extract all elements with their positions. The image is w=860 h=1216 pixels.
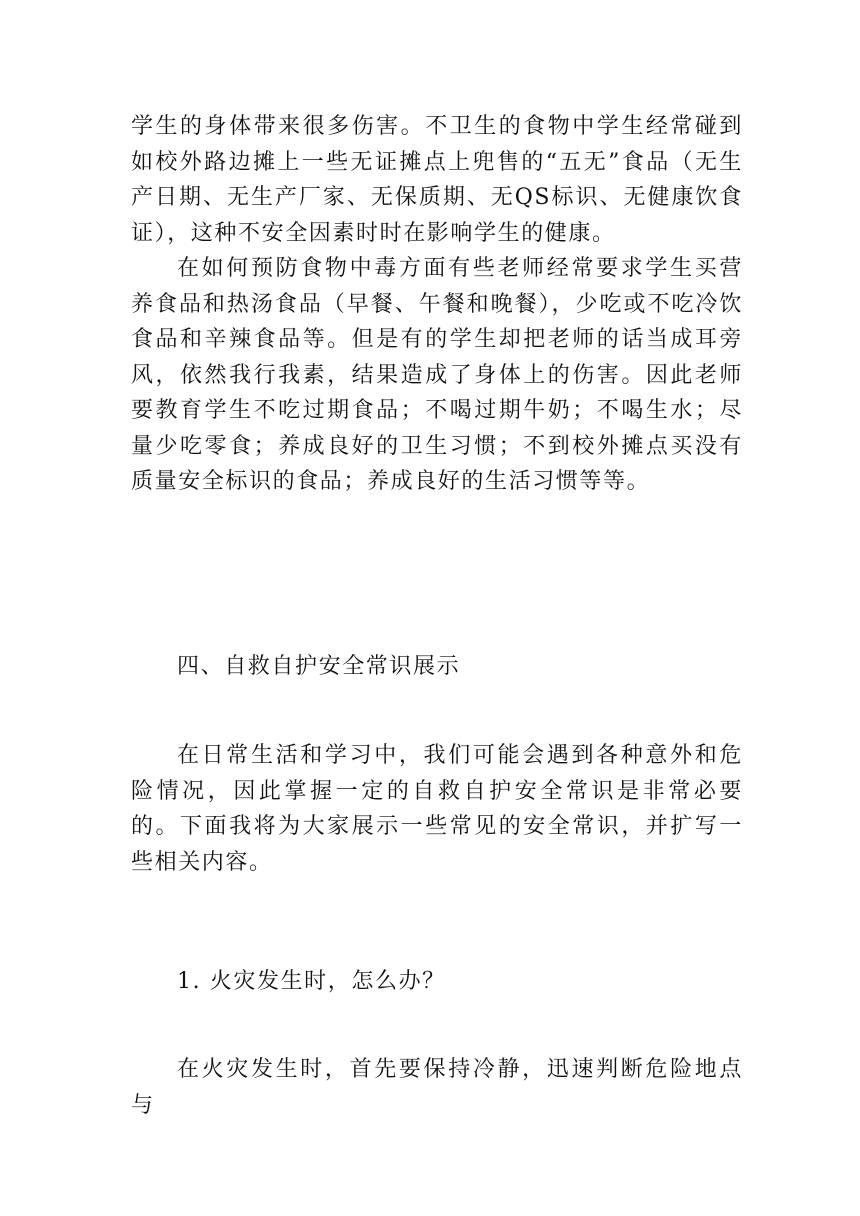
paragraph-safety-intro: 在日常生活和学习中，我们可能会遇到各种意外和危险情况，因此掌握一定的自救自护安全常识是非常必要的。下面我将为大家展示一些常见的安全常识，并扩写一些相关内容。	[131, 743, 743, 875]
paragraph-fire-response: 在火灾发生时，首先要保持冷静，迅速判断危险地点与	[131, 1057, 743, 1118]
paragraph-food-poisoning-prevention: 在如何预防食物中毒方面有些老师经常要求学生买营养食品和热汤食品（早餐、午餐和晚餐），少吃或不吃冷饮食品和辛辣食品等。但是有的学生却把老师的话当成耳旁风，依然我行我素，结果造成了身体上的伤害。因此老师要教育学生不吃过期食品；不喝过期牛奶；不喝生水；尽量少吃零食；养成良好的卫生习惯；不到校外摊点买没有质量安全标识的食品；养成良好的生活习惯等等。	[131, 256, 743, 494]
paragraph-food-hazards: 学生的身体带来很多伤害。不卫生的食物中学生经常碰到如校外路边摊上一些无证摊点上兜售的“五无”食品（无生产日期、无生产厂家、无保质期、无QS标识、无健康饮食证），这种不安全因素时时在影响学生的健康。	[131, 114, 743, 246]
subheading-fire: 1. 火灾发生时，怎么办？	[177, 969, 446, 994]
section-heading-self-rescue: 四、自救自护安全常识展示	[177, 654, 461, 679]
